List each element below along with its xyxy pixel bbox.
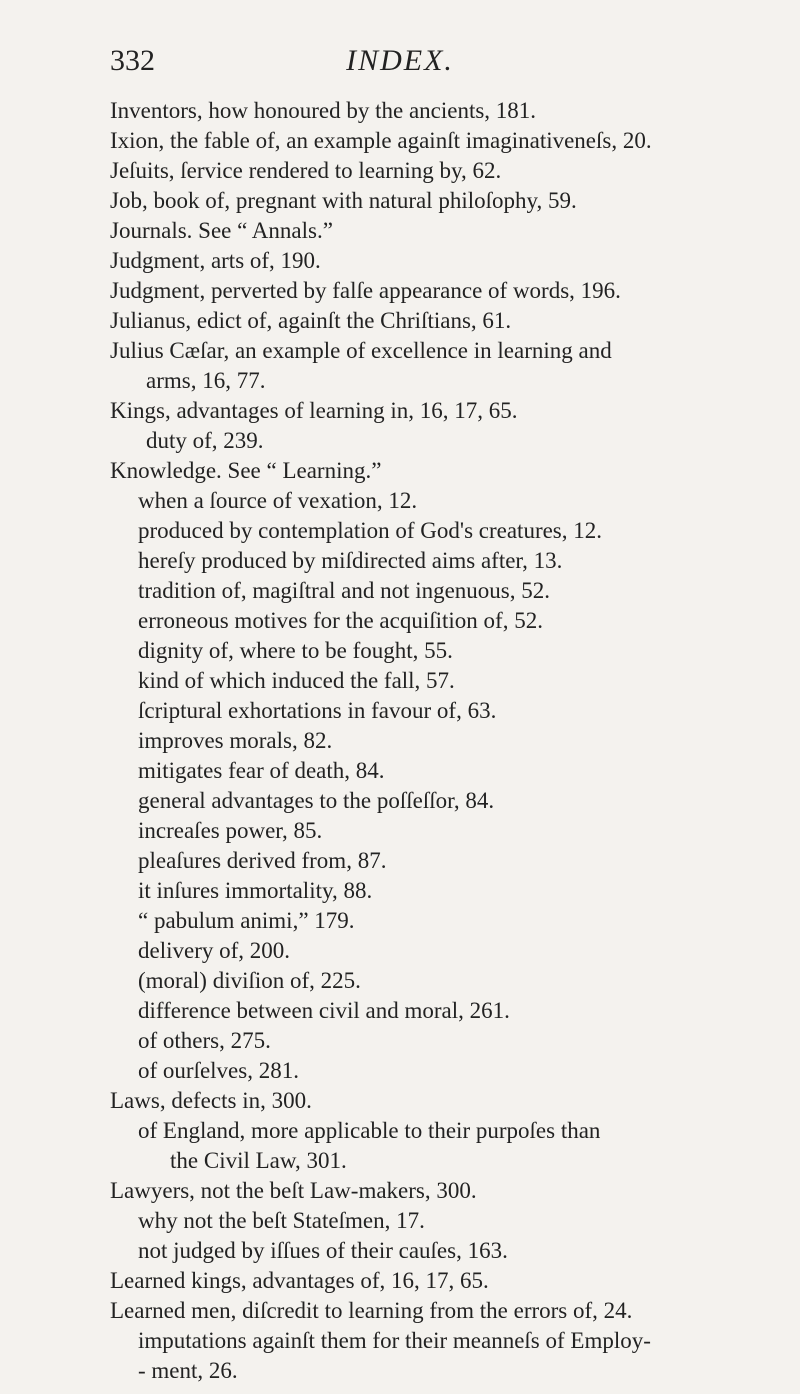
index-subentry: it inſures immortality, 88. (138, 878, 373, 903)
index-subentry: dignity of, where to be fought, 55. (138, 638, 453, 663)
index-subentry: difference between civil and moral, 261. (138, 998, 510, 1023)
index-entry: Knowledge. See “ Learning.” (110, 458, 382, 483)
index-subentry: of ourſelves, 281. (138, 1058, 299, 1083)
index-list (110, 96, 770, 1386)
index-subentry: not judged by iſſues of their cauſes, 163. (138, 1238, 508, 1263)
index-subentry: increaſes power, 85. (138, 818, 323, 843)
page-header (0, 44, 800, 84)
index-entry: Learned kings, advantages of, 16, 17, 65. (110, 1268, 489, 1293)
index-entry: Job, book of, pregnant with natural philoſophy, 59. (110, 188, 577, 213)
index-subentry: mitigates fear of death, 84. (138, 758, 385, 783)
index-entry: Journals. See “ Annals.” (110, 218, 333, 243)
index-subentry: duty of, 239. (146, 428, 264, 453)
running-head: INDEX. (346, 44, 454, 77)
index-subentry: of others, 275. (138, 1028, 271, 1053)
index-subentry: hereſy produced by miſdirected aims after, 13. (138, 548, 563, 573)
index-subentry: general advantages to the poſſeſſor, 84. (138, 788, 495, 813)
index-entry: Julius Cæſar, an example of excellence in learning and (110, 338, 612, 363)
index-subentry: delivery of, 200. (138, 938, 291, 963)
index-subentry: when a ſource of vexation, 12. (138, 488, 418, 513)
index-entry: Lawyers, not the beſt Law-makers, 300. (110, 1178, 477, 1203)
index-subentry: of England, more applicable to their purpoſes than (138, 1118, 601, 1143)
index-subentry: produced by contemplation of God's creatures, 12. (138, 518, 603, 543)
page-number: 332 (110, 44, 155, 77)
index-subentry: improves morals, 82. (138, 728, 333, 753)
index-subentry: “ pabulum animi,” 179. (138, 908, 355, 933)
index-entry: Inventors, how honoured by the ancients, 181. (110, 98, 537, 123)
index-subentry-continuation: the Civil Law, 301. (170, 1148, 347, 1173)
index-subentry: tradition of, magiſtral and not ingenuous, 52. (138, 578, 551, 603)
index-entry: Julianus, edict of, againſt the Chriſtians, 61. (110, 308, 512, 333)
index-entry: Jeſuits, ſervice rendered to learning by, 62. (110, 158, 502, 183)
index-subentry: ſcriptural exhortations in favour of, 63. (138, 698, 497, 723)
index-entry: Judgment, arts of, 190. (110, 248, 321, 273)
index-entry: Laws, defects in, 300. (110, 1088, 312, 1113)
index-subentry: erroneous motives for the acquiſition of, 52. (138, 608, 543, 633)
index-entry: Judgment, perverted by falſe appearance of words, 196. (110, 278, 621, 303)
index-subentry: kind of which induced the fall, 57. (138, 668, 455, 693)
index-subentry: why not the beſt Stateſmen, 17. (138, 1208, 425, 1233)
index-entry: Kings, advantages of learning in, 16, 17, 65. (110, 398, 518, 423)
index-subentry-continuation: - ment, 26. (138, 1358, 238, 1383)
index-subentry: (moral) diviſion of, 225. (138, 968, 361, 993)
index-entry: Ixion, the fable of, an example againſt imaginativeneſs, 20. (110, 128, 652, 153)
index-entry: Learned men, diſcredit to learning from the errors of, 24. (110, 1298, 633, 1323)
index-subentry: pleaſures derived from, 87. (138, 848, 387, 873)
index-entry-continuation: arms, 16, 77. (146, 368, 266, 393)
index-subentry: imputations againſt them for their meanneſs of Employ- (138, 1328, 651, 1353)
